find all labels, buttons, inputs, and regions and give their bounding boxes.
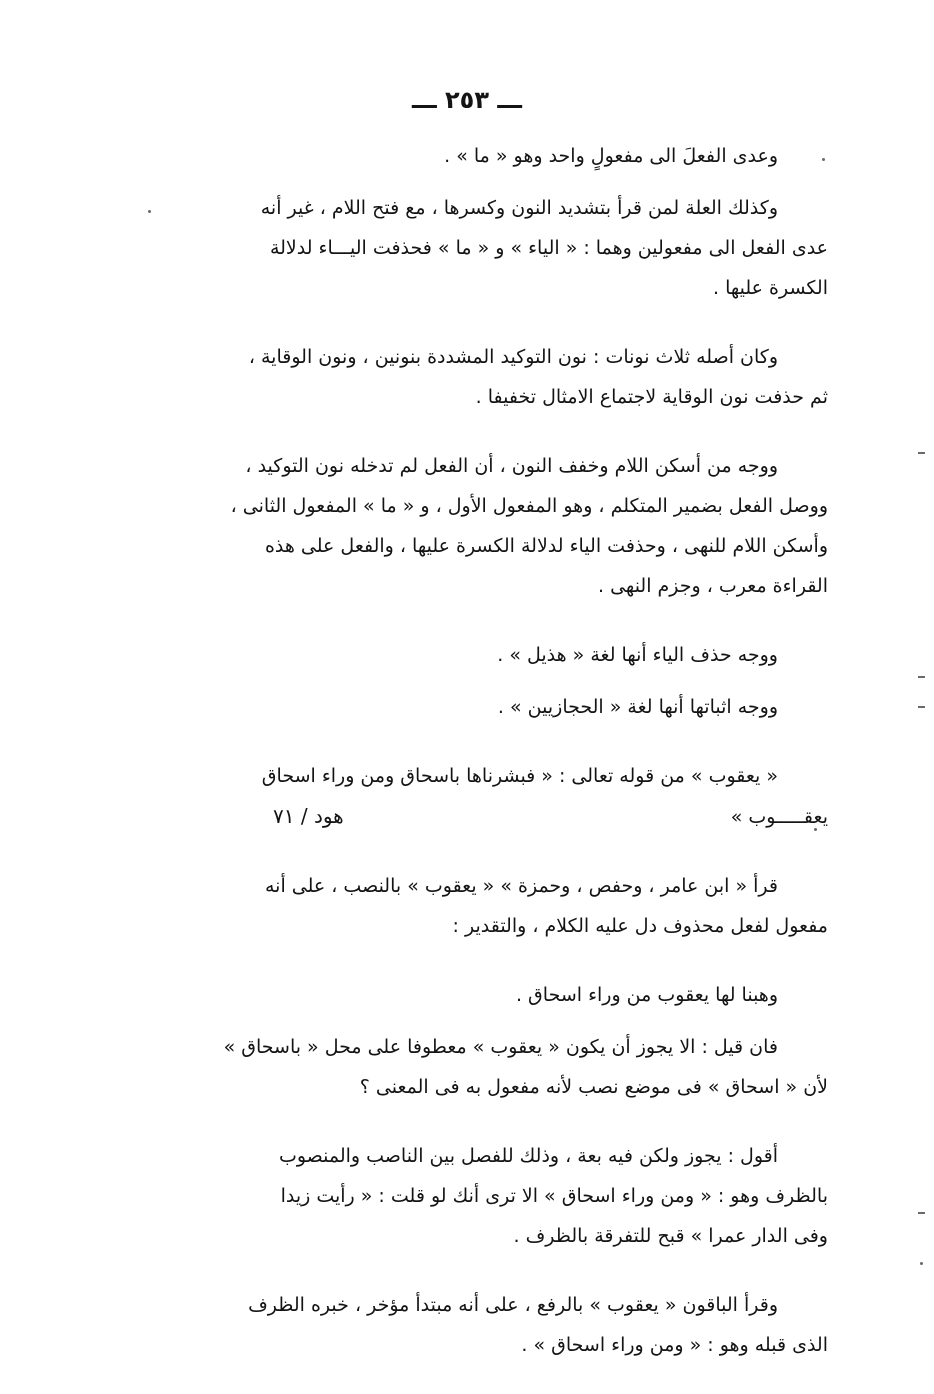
- paragraph-line: وعدى الفعلَ الى مفعولٍ واحد وهو « ما » .: [444, 145, 778, 167]
- verse-line: « يعقوب » من قوله تعالى : « فبشرناها باسحاق ومن وراء اسحاق: [261, 765, 778, 787]
- scan-mark: [918, 676, 925, 678]
- paragraph-line: لأن « اسحاق » فى موضع نصب لأنه مفعول به فى المعنى ؟: [359, 1076, 828, 1098]
- verse-ending-row: [143, 796, 828, 837]
- paragraph-7-verse: [143, 756, 828, 837]
- paragraph-line: ووجه حذف الياء أنها لغة « هذيل » .: [497, 644, 778, 666]
- paragraph-line: ووصل الفعل بضمير المتكلم ، وهو المفعول الأول ، و « ما » المفعول الثانى ،: [230, 495, 828, 517]
- paragraph-12: [143, 1285, 828, 1365]
- paragraph-line: قرأ « ابن عامر ، وحفص ، وحمزة » « يعقوب » بالنصب ، على أنه: [264, 875, 778, 897]
- paragraph-line: ووجه من أسكن اللام وخفف النون ، أن الفعل لم تدخله نون التوكيد ،: [245, 455, 778, 477]
- paragraph-line: بالظرف وهو : « ومن وراء اسحاق » الا ترى أنك لو قلت : « رأيت زيدا: [280, 1185, 828, 1207]
- paragraph-line: وكان أصله ثلاث نونات : نون التوكيد المشددة بنونين ، ونون الوقاية ،: [248, 346, 778, 368]
- paragraph-line: ثم حذفت نون الوقاية لاجتماع الامثال تخفيفا .: [475, 386, 828, 408]
- paragraph-1: [143, 136, 828, 176]
- paragraph-line: أقول : يجوز ولكن فيه بعة ، وذلك للفصل بين الناصب والمنصوب: [278, 1145, 778, 1167]
- paragraph-line: القراءة معرب ، وجزم النهى .: [598, 575, 828, 597]
- paragraph-2: [143, 188, 828, 308]
- paragraph-line: مفعول لفعل محذوف دل عليه الكلام ، والتقدير :: [452, 915, 828, 937]
- paragraph-line: الكسرة عليها .: [713, 277, 828, 299]
- paragraph-line: الذى قبله وهو : « ومن وراء اسحاق » .: [521, 1334, 828, 1356]
- verse-reference: هود / ٧١: [273, 804, 344, 828]
- paragraph-line: ووجه اثباتها أنها لغة « الحجازيين » .: [497, 696, 778, 718]
- verse-ending: يعقـــــوب »: [730, 806, 828, 828]
- paragraph-11: [143, 1136, 828, 1256]
- paragraph-line: وأسكن اللام للنهى ، وحذفت الياء لدلالة الكسرة عليها ، والفعل على هذه: [264, 535, 828, 557]
- scan-mark: [148, 210, 151, 213]
- paragraph-line: وهبنا لها يعقوب من وراء اسحاق .: [515, 984, 778, 1006]
- paragraph-4: [143, 446, 828, 606]
- paragraph-9: [143, 975, 828, 1015]
- scan-mark: [918, 706, 925, 708]
- paragraph-10: [143, 1027, 828, 1107]
- page-body: [143, 136, 828, 1394]
- scan-mark: [918, 1212, 925, 1214]
- paragraph-line: فان قيل : الا يجوز أن يكون « يعقوب » معطوفا على محل « باسحاق »: [223, 1036, 778, 1058]
- scan-mark: [814, 828, 817, 831]
- paragraph-5: [143, 635, 828, 675]
- paragraph-line: وكذلك العلة لمن قرأ بتشديد النون وكسرها ، مع فتح اللام ، غير أنه: [260, 197, 778, 219]
- scan-mark: [920, 1262, 923, 1265]
- paragraph-6: [143, 687, 828, 727]
- paragraph-8: [143, 866, 828, 946]
- scan-mark: [822, 158, 825, 161]
- paragraph-line: وفى الدار عمرا » قبح للتفرقة بالظرف .: [513, 1225, 828, 1247]
- paragraph-line: عدى الفعل الى مفعولين وهما : « الياء » و « ما » فحذفت اليـــاء لدلالة: [269, 237, 828, 259]
- paragraph-line: وقرأ الباقون « يعقوب » بالرفع ، على أنه مبتدأ مؤخر ، خبره الظرف: [248, 1294, 778, 1316]
- paragraph-3: [143, 337, 828, 417]
- page-number: ـــ ٢٥٣ ـــ: [412, 86, 522, 114]
- scan-mark: [918, 452, 925, 454]
